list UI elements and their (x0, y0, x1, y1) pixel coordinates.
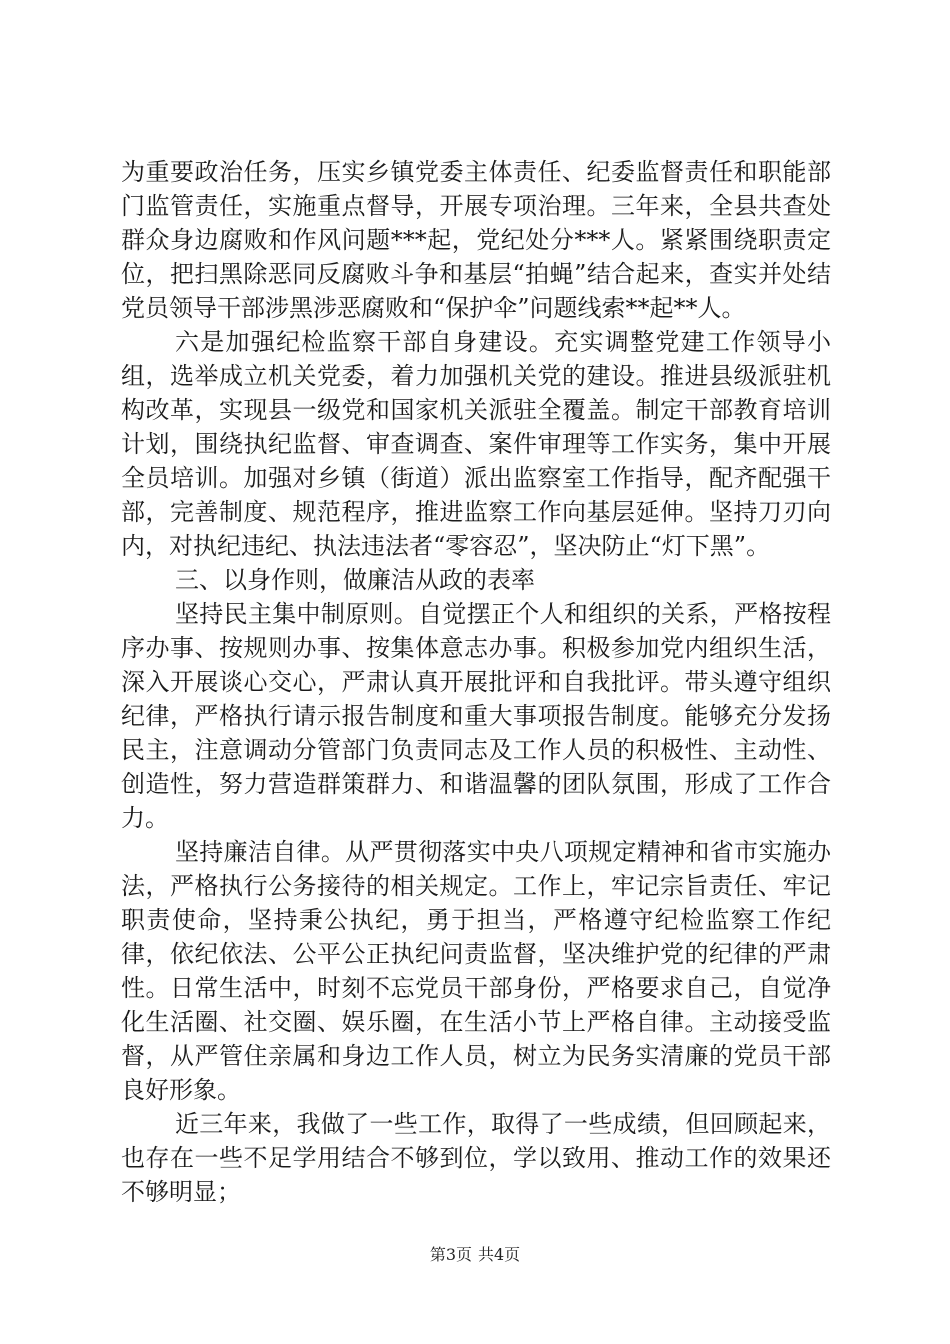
page-footer (0, 1244, 950, 1266)
paragraph-item-six: 六是加强纪检监察干部自身建设。充实调整党建工作领导小组，选举成立机关党委，着力加强机关党的建设。推进县级派驻机构改革，实现县一级党和国家机关派驻全覆盖。制定干部教育培训计划，围绕执纪监督、审查调查、案件审理等工作实务，集中开展全员培训。加强对乡镇（街道）派出监察室工作指导，配齐配强干部，完善制度、规范程序，推进监察工作向基层延伸。坚持刀刃向内，对执纪违纪、执法违法者“零容忍”，坚决防止“灯下黑”。 (121, 328, 831, 560)
paragraph-continuation: 为重要政治任务，压实乡镇党委主体责任、纪委监督责任和职能部门监管责任，实施重点督导，开展专项治理。三年来，全县共查处群众身边腐败和作风问题***起，党纪处分***人。紧紧围绕职责定位，把扫黑除恶同反腐败斗争和基层“拍蝇”结合起来，查实并处结党员领导干部涉黑涉恶腐败和“保护伞”问题线索**起**人。 (121, 158, 831, 322)
paragraph-self-discipline: 坚持廉洁自律。从严贯彻落实中央八项规定精神和省市实施办法，严格执行公务接待的相关规定。工作上，牢记宗旨责任、牢记职责使命，坚持秉公执纪，勇于担当，严格遵守纪检监察工作纪律，依纪依法、公平公正执纪问责监督，坚决维护党的纪律的严肃性。日常生活中，时刻不忘党员干部身份，严格要求自己，自觉净化生活圈、社交圈、娱乐圈，在生活小节上严格自律。主动接受监督，从严管住亲属和身边工作人员，树立为民务实清廉的党员干部良好形象。 (121, 838, 831, 1104)
paragraph-summary: 近三年来，我做了一些工作，取得了一些成绩，但回顾起来，也存在一些不足学用结合不够到位，学以致用、推动工作的效果还不够明显； (121, 1110, 831, 1206)
paragraph-democratic-centralism: 坚持民主集中制原则。自觉摆正个人和组织的关系，严格按程序办事、按规则办事、按集体意志办事。积极参加党内组织生活，深入开展谈心交心，严肃认真开展批评和自我批评。带头遵守组织纪律，严格执行请示报告制度和重大事项报告制度。能够充分发扬民主，注意调动分管部门负责同志及工作人员的积极性、主动性、创造性，努力营造群策群力、和谐温馨的团队氛围，形成了工作合力。 (121, 600, 831, 832)
page-number: 第3页 (429, 1245, 472, 1264)
page-total: 共4页 (478, 1245, 521, 1264)
section-heading-three: 三、以身作则，做廉洁从政的表率 (175, 566, 535, 594)
document-body (121, 155, 831, 1209)
